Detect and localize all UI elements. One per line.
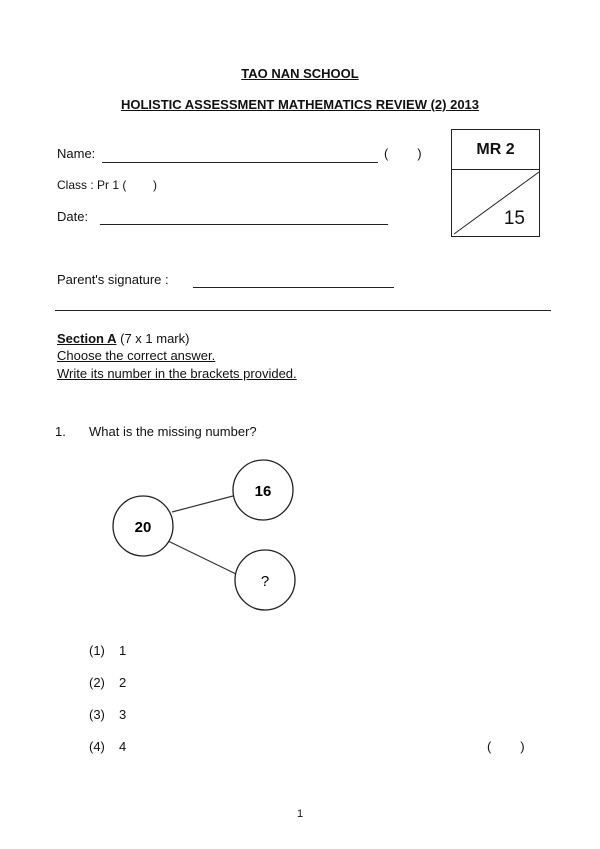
register-number-bracket: ( ) <box>384 146 422 161</box>
instruction-write: Write its number in the brackets provided. <box>57 366 297 381</box>
parent-signature-label: Parent's signature : <box>57 272 169 287</box>
page-number: 1 <box>296 808 304 820</box>
name-label: Name: <box>57 146 96 161</box>
option-4-value: 4 <box>119 739 127 754</box>
part-missing-value: ? <box>260 573 270 590</box>
option-3-number: (3) <box>89 707 105 722</box>
name-line[interactable] <box>102 162 378 163</box>
option-3-value: 3 <box>119 707 127 722</box>
answer-bracket[interactable]: ( ) <box>487 739 525 754</box>
question-text: What is the missing number? <box>89 424 257 439</box>
bond-line-bottom <box>166 540 236 574</box>
assessment-title: HOLISTIC ASSESSMENT MATHEMATICS REVIEW (2) 2013 <box>120 97 480 112</box>
part-known-value: 16 <box>254 483 272 500</box>
parent-signature-line[interactable] <box>193 287 394 288</box>
instruction-choose: Choose the correct answer. <box>57 348 216 363</box>
option-4[interactable] <box>89 739 126 754</box>
header-divider <box>55 310 551 311</box>
option-1-value: 1 <box>119 643 127 658</box>
option-1[interactable] <box>89 643 126 658</box>
whole-value: 20 <box>134 519 152 536</box>
paper-code: MR 2 <box>452 130 539 170</box>
option-4-number: (4) <box>89 739 105 754</box>
section-heading <box>57 331 189 346</box>
option-3[interactable] <box>89 707 126 722</box>
option-2[interactable] <box>89 675 126 690</box>
date-label: Date: <box>57 209 89 224</box>
option-2-value: 2 <box>119 675 127 690</box>
score-diagonal <box>452 170 541 236</box>
option-1-number: (1) <box>89 643 105 658</box>
school-name: TAO NAN SCHOOL <box>241 66 359 81</box>
section-marks: (7 x 1 mark) <box>120 331 190 346</box>
bond-line-top <box>172 496 233 512</box>
option-2-number: (2) <box>89 675 105 690</box>
date-line[interactable] <box>100 224 388 225</box>
question-number: 1. <box>55 424 66 439</box>
score-total: 15 <box>503 208 525 229</box>
score-box <box>451 129 540 237</box>
number-bond-diagram <box>100 450 310 620</box>
section-title: Section A <box>57 331 117 346</box>
score-area <box>452 170 539 236</box>
class-label: Class : Pr 1 ( ) <box>57 178 158 192</box>
